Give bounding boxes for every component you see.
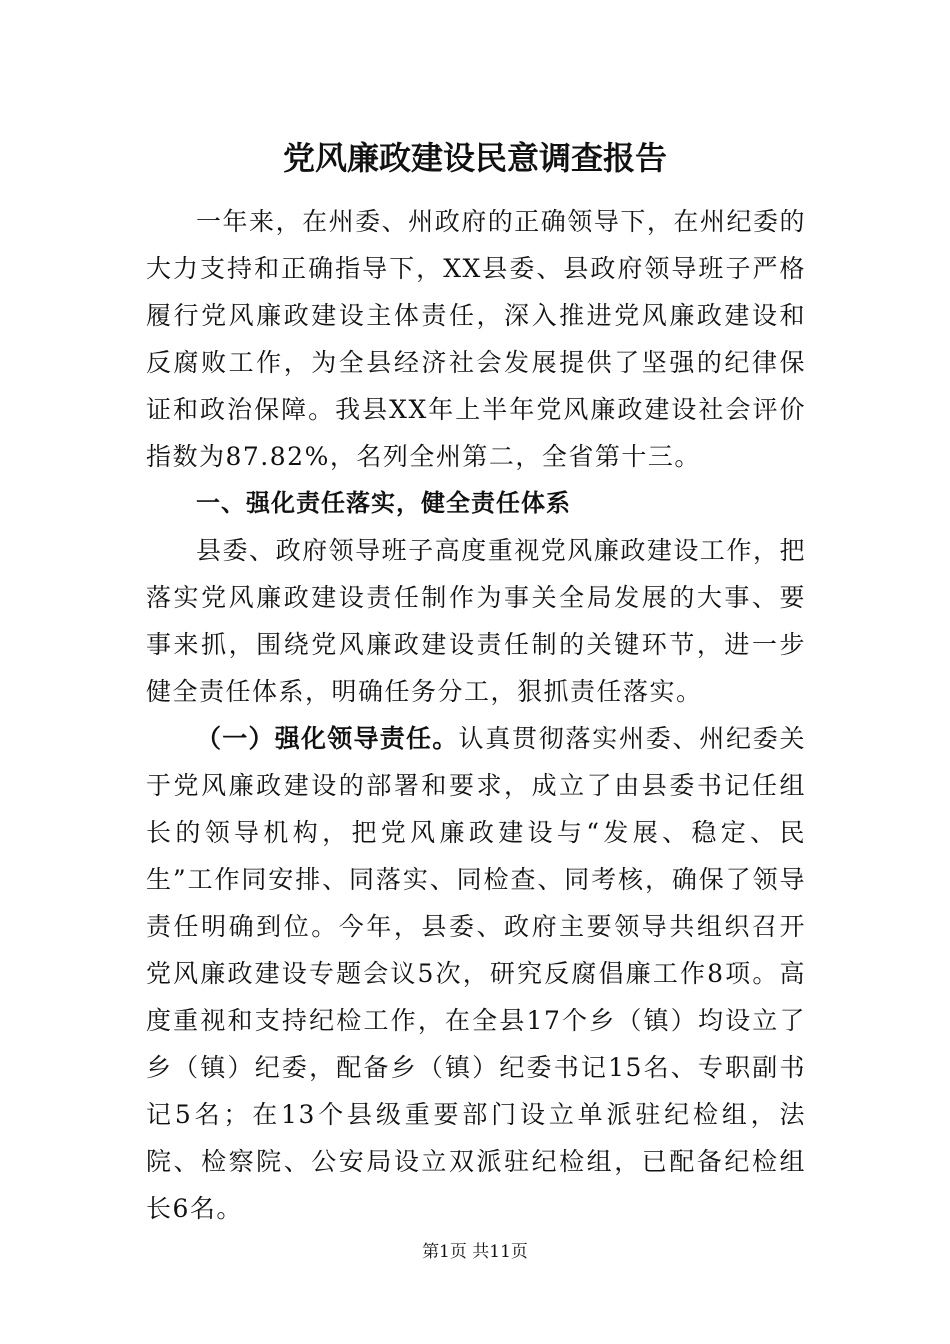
section-heading-1: 一、强化责任落实，健全责任体系 (196, 489, 571, 517)
intro-paragraph: 一年来，在州委、州政府的正确领导下，在州纪委的大力支持和正确指导下，XX县委、县政府领导班子严格履行党风廉政建设主体责任，深入推进党风廉政建设和反腐败工作，为全县经济社会发展提供了坚强的纪律保证和政治保障。我县XX年上半年党风廉政建设社会评价指数为87.82%，名列全州第二，全省第十三。 (146, 207, 806, 471)
subsection-1-paragraph (146, 715, 806, 1232)
document-title: 党风廉政建设民意调查报告 (282, 139, 667, 177)
page-number-footer: 第1页 共11页 (422, 1242, 528, 1262)
document-body (146, 198, 806, 1232)
subsection-1-body: 认真贯彻落实州委、州纪委关于党风廉政建设的部署和要求，成立了由县委书记任组长的领导机构，把党风廉政建设与“发展、稳定、民生”工作同安排、同落实、同检查、同考核，确保了领导责任明确到位。今年，县委、政府主要领导共组织召开党风廉政建设专题会议5次，研究反腐倡廉工作8项。高度重视和支持纪检工作，在全县17个乡（镇）均设立了乡（镇）纪委，配备乡（镇）纪委书记15名、专职副书记5名；在13个县级重要部门设立单派驻纪检组，法院、检察院、公安局设立双派驻纪检组，已配备纪检组长6名。 (146, 724, 806, 1223)
subsection-1-lead: （一）强化领导责任。 (196, 724, 459, 753)
section-1-paragraph: 县委、政府领导班子高度重视党风廉政建设工作，把落实党风廉政建设责任制作为事关全局发展的大事、要事来抓，围绕党风廉政建设责任制的关键环节，进一步健全责任体系，明确任务分工，狠抓责任落实。 (146, 536, 806, 706)
